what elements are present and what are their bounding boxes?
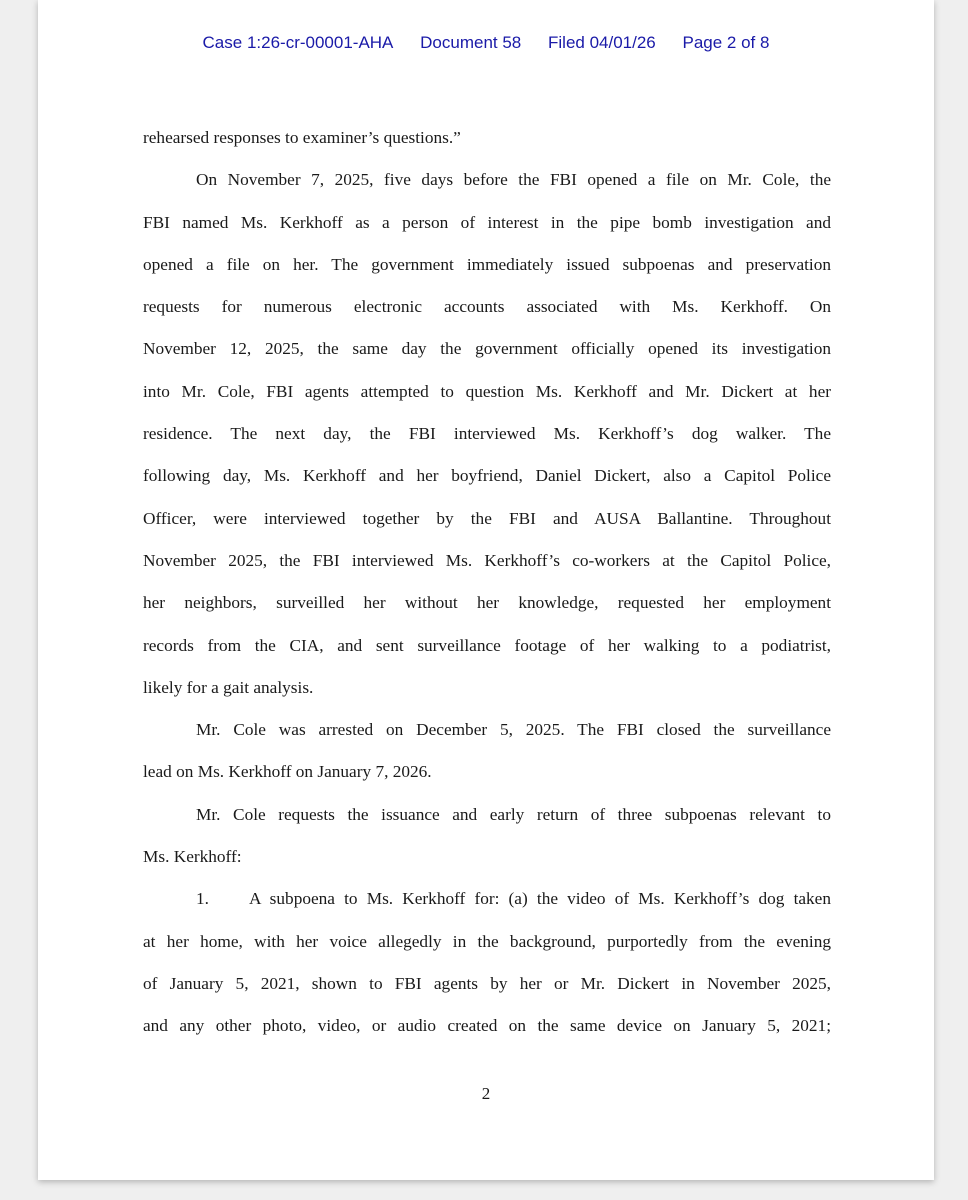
text-line: and any other photo, video, or audio created on the same device on January 5, 2021; (143, 1016, 831, 1036)
text-line: Mr. Cole was arrested on December 5, 2025. The FBI closed the surveillance (196, 720, 831, 740)
text-line: requests for numerous electronic accounts associated with Ms. Kerkhoff. On (143, 297, 831, 317)
document-body (143, 117, 831, 1048)
text-line: residence. The next day, the FBI interviewed Ms. Kerkhoff’s dog walker. The (143, 424, 831, 444)
text-line: into Mr. Cole, FBI agents attempted to question Ms. Kerkhoff and Mr. Dickert at her (143, 381, 831, 401)
text-line: following day, Ms. Kerkhoff and her boyfriend, Daniel Dickert, also a Capitol Police (143, 466, 831, 486)
text-line: FBI named Ms. Kerkhoff as a person of interest in the pipe bomb investigation and (143, 212, 831, 232)
text-line: opened a file on her. The government immediately issued subpoenas and preservation (143, 254, 831, 274)
text-line: rehearsed responses to examiner’s questions.” (143, 128, 461, 147)
filed-date: Filed 04/01/26 (548, 33, 656, 52)
text-line: November 12, 2025, the same day the government officially opened its investigation (143, 339, 831, 359)
case-header (38, 33, 934, 53)
item-number: 1. (196, 889, 209, 909)
text-line: A subpoena to Ms. Kerkhoff for: (a) the video of Ms. Kerkhoff’s dog taken (249, 889, 831, 909)
numbered-item-line (143, 878, 831, 920)
text-line: likely for a gait analysis. (143, 677, 314, 697)
document-page (38, 0, 934, 1180)
text-line: On November 7, 2025, five days before the FBI opened a file on Mr. Cole, the (196, 170, 831, 190)
text-line: her neighbors, surveilled her without her knowledge, requested her employment (143, 593, 831, 613)
text-line: Ms. Kerkhoff: (143, 847, 242, 867)
case-number: Case 1:26-cr-00001-AHA (202, 33, 394, 52)
text-line: at her home, with her voice allegedly in the background, purportedly from the evening (143, 931, 831, 951)
text-line: of January 5, 2021, shown to FBI agents by her or Mr. Dickert in November 2025, (143, 973, 831, 993)
document-number: Document 58 (420, 33, 522, 52)
text-line: Mr. Cole requests the issuance and early return of three subpoenas relevant to (196, 804, 831, 824)
page-number: 2 (481, 1084, 491, 1103)
text-line: Officer, were interviewed together by the FBI and AUSA Ballantine. Throughout (143, 508, 831, 528)
text-line: lead on Ms. Kerkhoff on January 7, 2026. (143, 762, 432, 782)
text-line: November 2025, the FBI interviewed Ms. Kerkhoff’s co-workers at the Capitol Police, (143, 550, 831, 570)
text-line: records from the CIA, and sent surveillance footage of her walking to a podiatrist, (143, 635, 831, 655)
page-indicator: Page 2 of 8 (682, 33, 770, 52)
